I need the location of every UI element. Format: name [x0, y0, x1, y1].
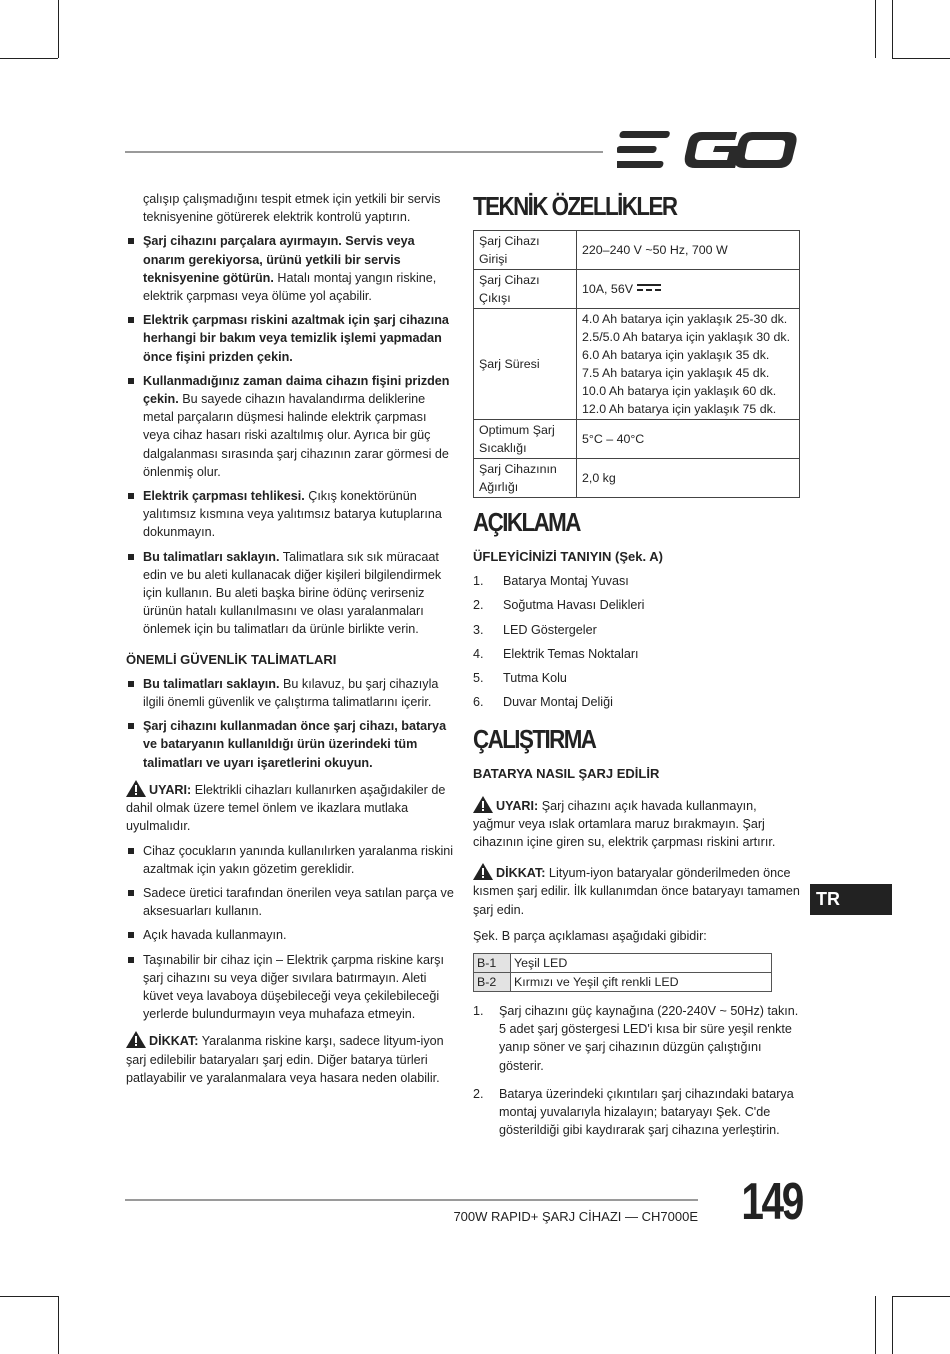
list-item: 3. LED Göstergeler	[473, 622, 597, 637]
list-item: 5. Tutma Kolu	[473, 671, 567, 686]
operation-title: ÇALIŞTIRMA	[473, 724, 596, 755]
caution-note: DİKKAT: Lityum-iyon bataryalar gönderilmeden önce kısmen şarj edilir. İlk kullanımdan önce bataryayı tamamen şarj edin.	[473, 863, 801, 919]
table-row: B-1 Yeşil LED	[474, 954, 772, 973]
warning-icon	[473, 863, 493, 880]
crop-mark	[892, 1296, 893, 1354]
table-row: B-2 Kırmızı ve Yeşil çift renkli LED	[474, 973, 772, 992]
list-item: Taşınabilir bir cihaz için – Elektrik çarpma riskine karşı şarj cihazını su veya diğer sıvılara batırmayın. Aleti küvet veya lavaboya düşebileceği veya çekilebileceği yerlerde bulundurmayın veya muhafaza etmeyin.	[126, 951, 454, 1024]
list-item: 2. Soğutma Havası Delikleri	[473, 598, 645, 613]
spec-value: 4.0 Ah batarya için yaklaşık 25-30 dk. 2.5/5.0 Ah batarya için yaklaşık 30 dk. 6.0 Ah batarya için yaklaşık 35 dk. 7.5 Ah batarya için yaklaşık 45 dk. 10.0 Ah batarya için yaklaşık 60 dk. 12.0 Ah batarya için yaklaşık 75 dk.	[577, 309, 800, 420]
caution-note: DİKKAT: Yaralanma riskine karşı, sadece lityum-iyon şarj edilebilir bataryaları şarj edin. Diğer batarya türleri patlayabilir ve yaralanmalara veya hasara neden olabilir.	[126, 1031, 454, 1087]
left-column	[126, 190, 454, 1087]
ego-logo	[617, 128, 799, 172]
dc-symbol-icon	[637, 284, 661, 292]
crop-mark	[58, 0, 59, 58]
list-item: 1. Batarya Montaj Yuvası	[473, 574, 629, 589]
spec-value: 2,0 kg	[577, 459, 800, 498]
table-row	[474, 459, 800, 498]
list-item: Şarj cihazını parçalara ayırmayın. Servis veya onarım gerekiyorsa, ürünü yetkili bir servis teknisyenine götürün. Hatalı montaj yangın riskine, elektrik çarpması veya ölüme yol açabilir.	[126, 232, 454, 305]
table-row	[474, 231, 800, 270]
list-item: Bu talimatları saklayın. Talimatlara sık sık müracaat edin ve bu aleti kullanacak diğer kişileri bilgilendirmek için kullanın. Bu aleti başka birine ödünç verirseniz ürünün hatalı kullanılmasını ve olası yaralanmaları önlemek için bu talimatları da ürünle birlikte verin.	[126, 548, 454, 639]
right-column	[473, 190, 801, 1139]
header-rule	[125, 151, 603, 153]
table-row	[474, 309, 800, 420]
spec-value: 5°C – 40°C	[577, 420, 800, 459]
list-item: Elektrik çarpması tehlikesi. Çıkış konektörünün yalıtımsız kısmına veya yalıtımsız batarya kutuplarına dokunmayın.	[126, 487, 454, 542]
list-item: Açık havada kullanmayın.	[126, 926, 454, 944]
description-title: AÇIKLAMA	[473, 507, 580, 537]
safety-heading: ÖNEMLİ GÜVENLİK TALİMATLARI	[126, 651, 337, 667]
footer-title: 700W RAPID+ ŞARJ CİHAZI — CH7000E	[453, 1209, 698, 1224]
language-tab: TR	[810, 884, 892, 915]
crop-mark	[0, 1296, 58, 1297]
crop-mark	[892, 58, 950, 59]
spec-table	[473, 230, 800, 498]
table-row	[474, 420, 800, 459]
list-item: Cihaz çocukların yanında kullanılırken yaralanma riskini azaltmak için yakın gözetim gereklidir.	[126, 842, 454, 878]
crop-mark	[892, 0, 893, 58]
spec-value: 220–240 V ~50 Hz, 700 W	[577, 231, 800, 270]
crop-mark	[892, 1296, 950, 1297]
list-item: 6. Duvar Montaj Deliği	[473, 695, 613, 710]
warning-icon	[126, 780, 146, 797]
spec-key: Şarj Cihazı Girişi	[474, 231, 577, 270]
list-item: 1. Şarj cihazını güç kaynağına (220-240V ~ 50Hz) takın. 5 adet şarj göstergesi LED'i kısa bir süre yeşil renkte yanıp söner ve şarj cihazının düzgün çalıştığını gösterir.	[473, 1004, 799, 1073]
crop-mark	[875, 0, 876, 58]
crop-mark	[875, 1296, 876, 1354]
list-item: 4. Elektrik Temas Noktaları	[473, 646, 639, 661]
operation-subtitle: BATARYA NASIL ŞARJ EDİLİR	[473, 766, 660, 782]
list-item: Şarj cihazını kullanmadan önce şarj cihazı, batarya ve bataryanın kullanıldığı ürün üzerindeki tüm talimatları ve uyarı işaretlerini okuyun.	[126, 717, 454, 772]
list-item: Elektrik çarpması riskini azaltmak için şarj cihazına herhangi bir bakım veya temizlik işlemi yapmadan önce fişini prizden çekin.	[126, 311, 454, 366]
spec-title: TEKNİK ÖZELLİKLER	[473, 191, 677, 221]
list-item: Kullanmadığınız zaman daima cihazın fişini prizden çekin. Bu sayede cihazın havalandırma deliklerine metal parçaların düşmesi halinde elektrik çarpması veya cihaz hasarı riski azaltılmış olur. Ayrıca bir güç dalgalanması sırasında şarj cihazının zarar görmesi de önlenmiş olur.	[126, 372, 454, 481]
charging-steps	[473, 1002, 801, 1139]
table-row	[474, 270, 800, 309]
spec-key: Şarj Cihazı Çıkışı	[474, 270, 577, 309]
intro-text: çalışıp çalışmadığını tespit etmek için yetkili bir servis teknisyenine götürerek elektrik kontrolü yaptırın.	[143, 192, 441, 225]
list-item: Sadece üretici tarafından önerilen veya satılan parça ve aksesuarları kullanın.	[126, 884, 454, 920]
list-item: Bu talimatları saklayın. Bu kılavuz, bu şarj cihazıyla ilgili önemli güvenlik ve çalıştırma talimatlarını içerir.	[126, 675, 454, 711]
parts-list	[473, 572, 801, 711]
warning-icon	[473, 796, 493, 813]
spec-key: Optimum Şarj Sıcaklığı	[474, 420, 577, 459]
safety-bullets-2	[126, 675, 454, 772]
footer-rule	[125, 1199, 698, 1201]
page-number: 149	[741, 1173, 802, 1231]
led-parts-table	[473, 953, 772, 992]
crop-mark	[58, 1296, 59, 1354]
warning-icon	[126, 1031, 146, 1048]
spec-key: Şarj Süresi	[474, 309, 577, 420]
warning-note: UYARI: Elektrikli cihazları kullanırken aşağıdakiler de dahil olmak üzere temel önlem ve ikazlara mutlaka uyulmalıdır.	[126, 780, 454, 836]
parts-intro: Şek. B parça açıklaması aşağıdaki gibidir:	[473, 928, 707, 943]
spec-key: Şarj Cihazının Ağırlığı	[474, 459, 577, 498]
warning-bullets	[126, 842, 454, 1024]
list-item: 2. Batarya üzerindeki çıkıntıları şarj cihazındaki batarya montaj yuvalarıyla hizalayın; bataryayı Şek. C'de gösterildiği gibi kaydırarak şarj cihazına yerleştirin.	[473, 1086, 794, 1138]
spec-value: 10A, 56V	[577, 270, 800, 309]
crop-mark	[0, 58, 58, 59]
description-subtitle: ÜFLEYİCİNİZİ TANIYIN (Şek. A)	[473, 549, 663, 564]
safety-bullets-1	[126, 232, 454, 638]
warning-note: UYARI: Şarj cihazını açık havada kullanmayın, yağmur veya ıslak ortamlara maruz bırakmayın. Şarj cihazının içine giren su, elektrik çarpması riskini artırır.	[473, 796, 801, 852]
